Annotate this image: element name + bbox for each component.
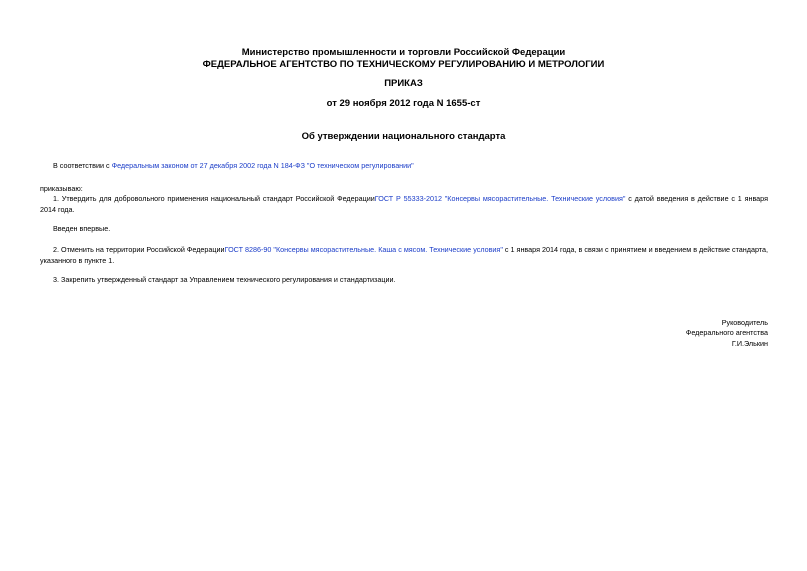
agency-name: ФЕДЕРАЛЬНОЕ АГЕНТСТВО ПО ТЕХНИЧЕСКОМУ РЕГУЛИРОВАНИЮ И МЕТРОЛОГИИ bbox=[202, 59, 605, 70]
paragraph-introduced-first: Введен впервые. bbox=[53, 224, 111, 233]
gost-55333-link[interactable]: ГОСТ Р 55333-2012 "Консервы мясорастительные. Технические условия" bbox=[374, 194, 626, 203]
item-2-suffix: с 1 января 2014 года, в связи с принятием и введением в действие стандарта, указанного в пункте 1. bbox=[40, 245, 768, 265]
gost-8286-link[interactable]: ГОСТ 8286-90 "Консервы мясорастительные. Каша с мясом. Технические условия" bbox=[224, 245, 503, 254]
ministry-name: Министерство промышленности и торговли Российской Федерации bbox=[241, 47, 566, 58]
document-subject: Об утверждении национального стандарта bbox=[301, 131, 506, 142]
item-1-suffix: с датой введения в действие с 1 января 2014 года. bbox=[40, 194, 768, 214]
item-2-text: 2. Отменить на территории Российской Федерации bbox=[53, 245, 225, 254]
signature-org: Федерального агентства bbox=[685, 328, 768, 337]
paragraph-item-2 bbox=[40, 244, 768, 266]
paragraph-item-1 bbox=[40, 193, 768, 215]
document-date-number: от 29 ноября 2012 года N 1655-ст bbox=[326, 98, 481, 109]
paragraph-order: приказываю: bbox=[40, 184, 83, 193]
signature-title: Руководитель bbox=[721, 318, 768, 327]
signature-name: Г.И.Элькин bbox=[731, 339, 768, 348]
document-type: ПРИКАЗ bbox=[384, 78, 423, 89]
paragraph-item-3: 3. Закрепить утвержденный стандарт за Управлением технического регулирования и стандартизации. bbox=[53, 275, 396, 284]
item-1-text: 1. Утвердить для добровольного применения национальный стандарт Российской Федерации bbox=[53, 194, 375, 203]
paragraph-basis bbox=[40, 160, 768, 171]
federal-law-link[interactable]: Федеральным законом от 27 декабря 2002 года N 184-ФЗ "О техническом регулировании" bbox=[111, 161, 414, 170]
paragraph-basis-text: В соответствии с bbox=[53, 161, 112, 170]
